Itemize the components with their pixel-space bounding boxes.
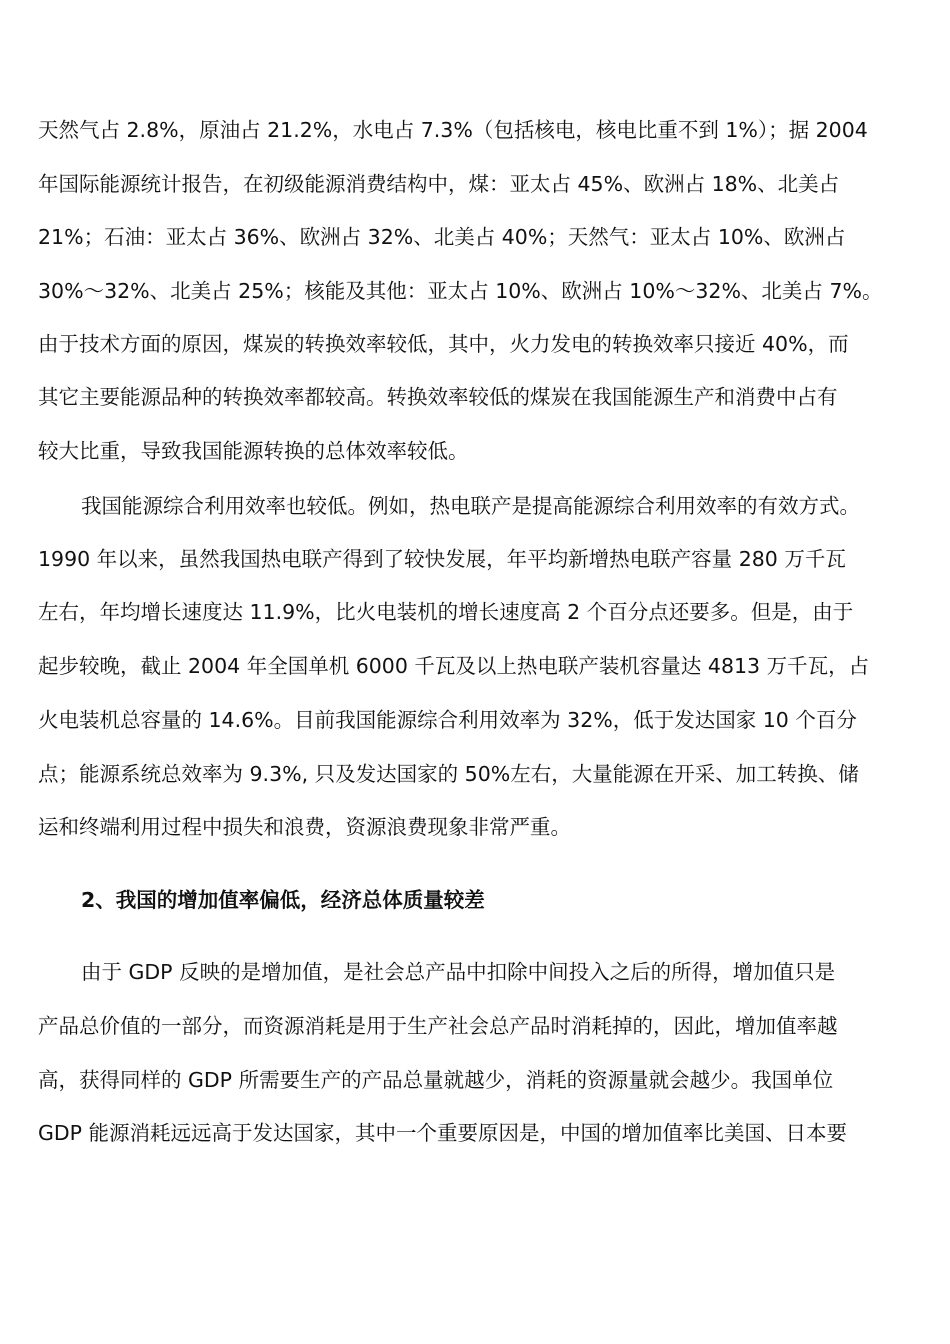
paragraph-line: 产品总价值的一部分，而资源消耗是用于生产社会总产品时消耗掉的，因此，增加值率越 (38, 1014, 838, 1038)
paragraph-line: 起步较晚，截止 2004 年全国单机 6000 千瓦及以上热电联产装机容量达 4813 万千瓦，占 (38, 654, 870, 678)
paragraph-line: 运和终端利用过程中损失和浪费，资源浪费现象非常严重。 (38, 815, 571, 839)
paragraph-line: 左右，年均增长速度达 11.9%，比火电装机的增长速度高 2 个百分点还要多。但是，由于 (38, 600, 854, 624)
paragraph-line: 由于 GDP 反映的是增加值，是社会总产品中扣除中间投入之后的所得，增加值只是 (81, 960, 836, 984)
paragraph-line: 我国能源综合利用效率也较低。例如，热电联产是提高能源综合利用效率的有效方式。 (81, 494, 860, 518)
paragraph-line: 高，获得同样的 GDP 所需要生产的产品总量就越少，消耗的资源量就会越少。我国单位 (38, 1068, 834, 1092)
section-heading: 2、我国的增加值率偏低，经济总体质量较差 (81, 888, 485, 912)
paragraph-line: 其它主要能源品种的转换效率都较高。转换效率较低的煤炭在我国能源生产和消费中占有 (38, 385, 838, 409)
paragraph-line: 由于技术方面的原因，煤炭的转换效率较低，其中，火力发电的转换效率只接近 40%，而 (38, 332, 849, 356)
paragraph-line: 30%～32%、北美占 25%；核能及其他：亚太占 10%、欧洲占 10%～32%、北美占 7%。 (38, 279, 883, 303)
paragraph-line: 较大比重，导致我国能源转换的总体效率较低。 (38, 439, 469, 463)
paragraph-line: 年国际能源统计报告，在初级能源消费结构中，煤：亚太占 45%、欧洲占 18%、北美占 (38, 172, 840, 196)
paragraph-line: 点；能源系统总效率为 9.3%, 只及发达国家的 50%左右，大量能源在开采、加工转换、储 (38, 762, 859, 786)
paragraph-line: GDP 能源消耗远远高于发达国家，其中一个重要原因是，中国的增加值率比美国、日本要 (38, 1121, 848, 1145)
paragraph-line: 天然气占 2.8%，原油占 21.2%，水电占 7.3%（包括核电，核电比重不到 1%）；据 2004 (38, 118, 868, 142)
paragraph-line: 1990 年以来，虽然我国热电联产得到了较快发展，年平均新增热电联产容量 280 万千瓦 (38, 547, 846, 571)
paragraph-line: 火电装机总容量的 14.6%。目前我国能源综合利用效率为 32%，低于发达国家 10 个百分 (38, 708, 857, 732)
paragraph-line: 21%；石油：亚太占 36%、欧洲占 32%、北美占 40%；天然气：亚太占 10%、欧洲占 (38, 225, 846, 249)
